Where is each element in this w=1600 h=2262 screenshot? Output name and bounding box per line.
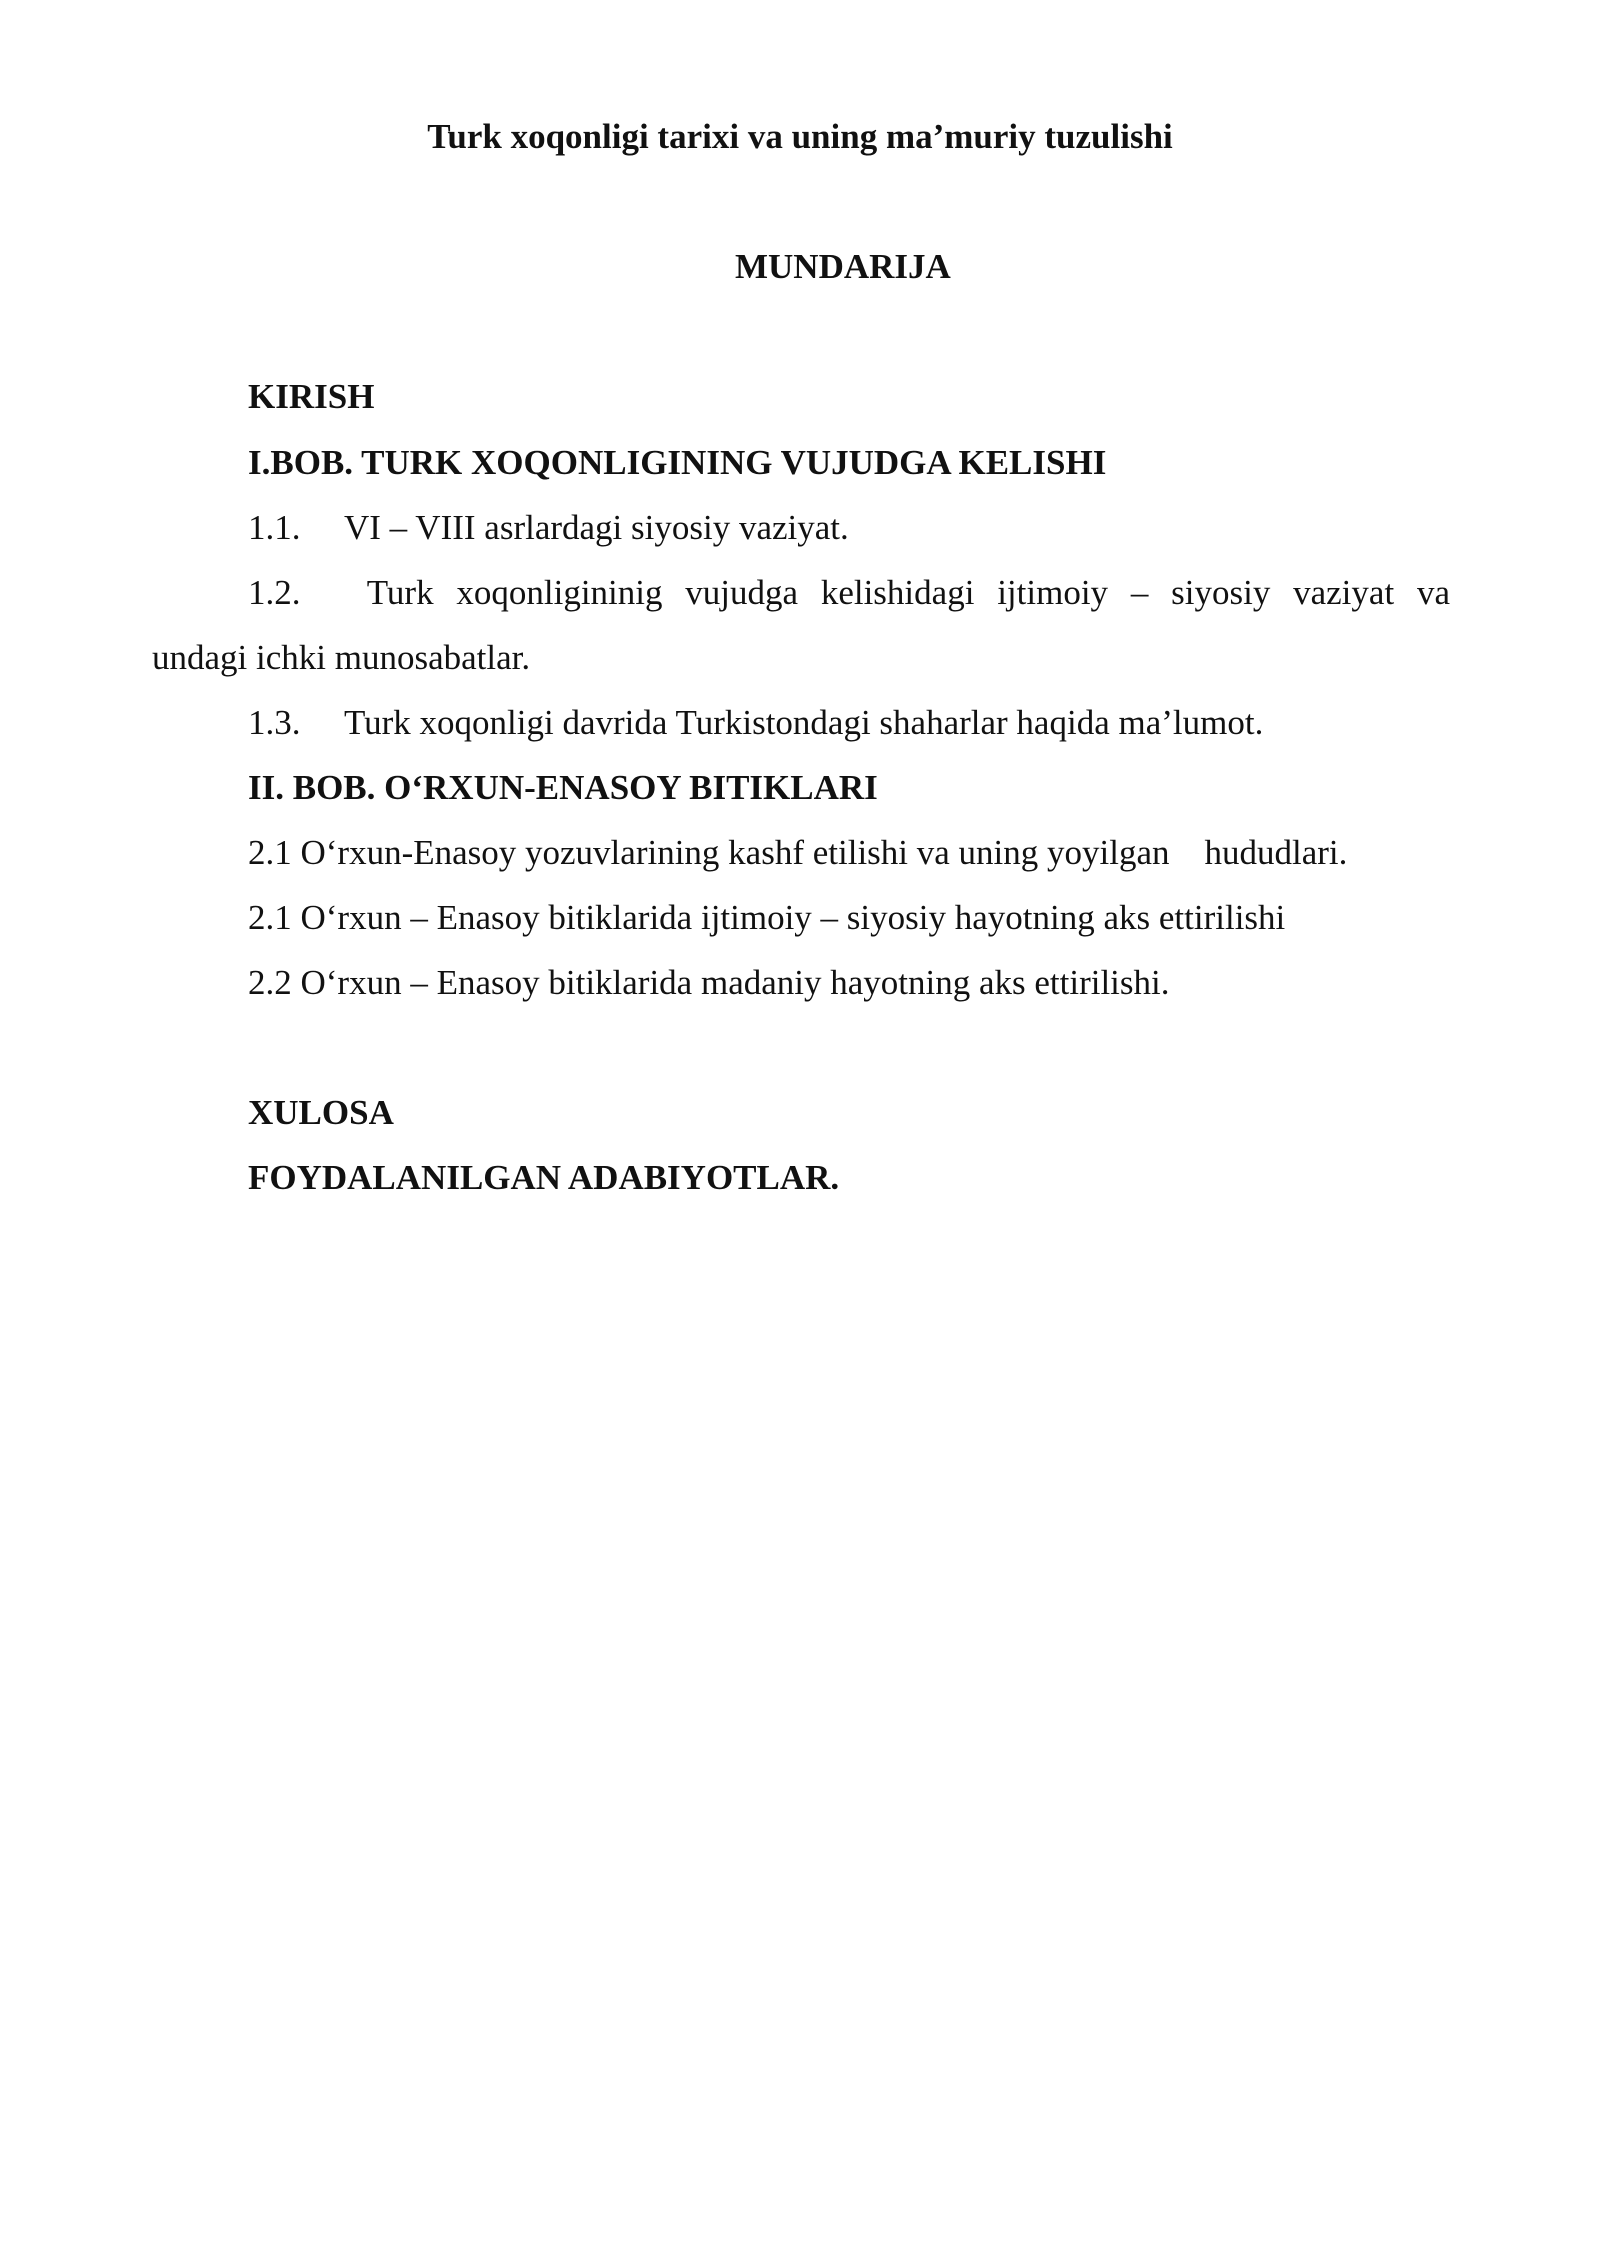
toc-entry-1-1 [248, 506, 849, 550]
section-title-word: – [1130, 573, 1149, 612]
toc-entry-intro: KIRISH [248, 377, 375, 416]
toc-entry-2-1a: 2.1 O‘rxun-Enasoy yozuvlarining kashf etilishi va uning yoyilgan hududlari. [248, 833, 1348, 872]
section-number: 1.1. [248, 508, 301, 547]
section-number: 1.3. [248, 703, 301, 742]
section-title-word: kelishidagi [820, 573, 975, 612]
contents-heading: MUNDARIJA [735, 247, 951, 286]
toc-entry-chapter-1: I.BOB. TURK XOQONLIGINING VUJUDGA KELISHI [248, 443, 1107, 482]
toc-entry-1-3 [248, 701, 1263, 745]
section-title-word: vujudga [685, 573, 799, 612]
toc-entry-1-2 [248, 571, 1450, 615]
section-title-word: xoqonligininig [456, 573, 663, 612]
section-title-word: siyosiy [1171, 573, 1271, 612]
section-title-word: va [1416, 573, 1450, 612]
section-number: 1.2. [248, 573, 301, 612]
section-title-word: ijtimoiy [997, 573, 1109, 612]
toc-entry-2-1b: 2.1 O‘rxun – Enasoy bitiklarida ijtimoiy – siyosiy hayotning aks ettirilishi [248, 898, 1286, 937]
toc-entry-conclusion: XULOSA [248, 1093, 394, 1132]
toc-entry-references: FOYDALANILGAN ADABIYOTLAR. [248, 1158, 840, 1197]
section-title: VI – VIII asrlardagi siyosiy vaziyat. [344, 508, 849, 547]
document-title: Turk xoqonligi tarixi va uning ma’muriy tuzulishi [427, 117, 1173, 156]
section-title: Turk xoqonligi davrida Turkistondagi shaharlar haqida ma’lumot. [344, 703, 1264, 742]
toc-entry-2-2: 2.2 O‘rxun – Enasoy bitiklarida madaniy hayotning aks ettirilishi. [248, 963, 1170, 1002]
section-title-word: Turk [366, 573, 434, 612]
toc-entry-chapter-2: II. BOB. O‘RXUN-ENASOY BITIKLARI [248, 768, 878, 807]
toc-entry-1-2-continuation: undagi ichki munosabatlar. [152, 638, 531, 677]
section-title-word: vaziyat [1293, 573, 1395, 612]
